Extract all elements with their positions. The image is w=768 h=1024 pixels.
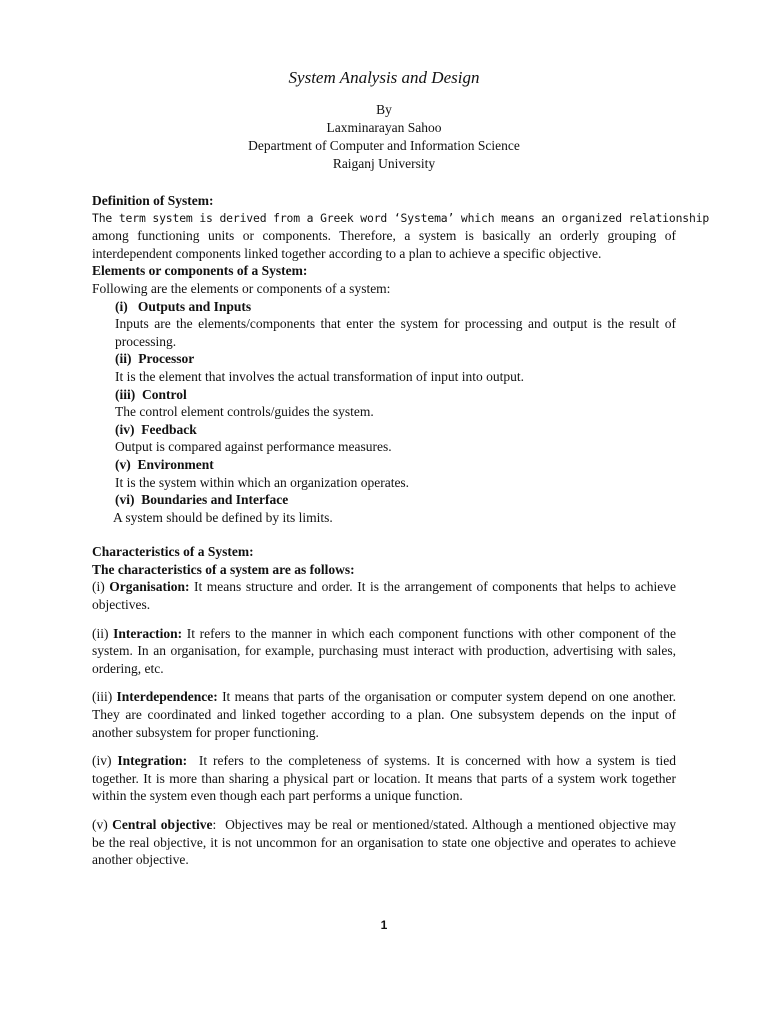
section-spacer: [92, 526, 676, 543]
element-description: Inputs are the elements/components that enter the system for processing and output is the result of processing.: [115, 316, 676, 349]
characteristic-item: [92, 578, 676, 613]
element-heading: (v) Environment: [115, 456, 214, 472]
elements-intro: Following are the elements or components of a system:: [92, 280, 391, 296]
page-number: 1: [380, 918, 388, 932]
characteristic-item: [92, 752, 676, 805]
list-item: [115, 350, 676, 385]
paragraph-spacer: [92, 805, 676, 816]
paragraph-spacer: [92, 741, 676, 752]
document-body: [92, 192, 710, 869]
characteristic-number: (ii): [92, 625, 114, 641]
element-description: A system should be defined by its limits.: [113, 509, 333, 525]
characteristic-item: [92, 816, 676, 869]
element-heading: (vi) Boundaries and Interface: [115, 492, 289, 508]
characteristic-number: (iii): [92, 689, 117, 705]
byline-university: Raiganj University: [332, 156, 436, 171]
list-item: [115, 456, 676, 491]
elements-heading: Elements or components of a System:: [92, 263, 308, 279]
characteristic-term: Organisation:: [109, 579, 190, 595]
characteristic-text: It refers to the manner in which each component functions with other component of the system. In an organisation, for example, purchasing must interact with production, advertising with sales, ordering, etc.: [92, 625, 676, 676]
element-description: Output is compared against performance measures.: [115, 439, 392, 455]
paragraph-spacer: [92, 614, 676, 625]
characteristic-number: (i): [92, 579, 110, 595]
element-description: The control element controls/guides the system.: [115, 404, 374, 420]
paragraph-spacer: [92, 677, 676, 688]
characteristic-item: [92, 625, 676, 678]
element-description: It is the system within which an organization operates.: [115, 474, 410, 490]
definition-heading: Definition of System:: [92, 193, 214, 208]
byline-department: Department of Computer and Information Science: [248, 138, 520, 153]
element-heading: (i) Outputs and Inputs: [115, 298, 252, 314]
document-title: System Analysis and Design: [288, 68, 480, 87]
elements-list: [115, 298, 676, 527]
characteristic-text: It means that parts of the organisation or computer system depend on one another. They are coordinated and linked together according to a plan. One subsystem depends on the input of another subsystem for proper functioning.: [92, 689, 676, 740]
list-item: [115, 491, 676, 526]
element-description: It is the element that involves the actual transformation of input into output.: [115, 368, 525, 384]
list-item: [115, 421, 676, 456]
characteristic-text: It means structure and order. It is the arrangement of components that helps to achieve objectives.: [92, 579, 676, 613]
characteristic-number: (iv): [92, 753, 118, 769]
list-item: [115, 298, 676, 351]
characteristics-subheading: The characteristics of a system are as follows:: [92, 561, 355, 577]
element-heading: (iii) Control: [115, 386, 187, 402]
characteristic-item: [92, 688, 676, 741]
characteristic-term: Integration:: [117, 753, 188, 769]
byline: [0, 101, 768, 173]
list-item: [115, 386, 676, 421]
characteristic-term: Central objective: [112, 817, 213, 832]
characteristic-text: It refers to the completeness of systems. It is concerned with how a system is tied together. It is more than sharing a physical part or location. It means that parts of a system work together within the system even though each part performs a unique function.: [92, 753, 676, 804]
element-heading: (ii) Processor: [115, 351, 195, 367]
characteristic-number: (v): [92, 817, 113, 832]
characteristic-term: Interaction:: [113, 625, 183, 641]
element-heading: (iv) Feedback: [115, 421, 197, 437]
definition-text: among functioning units or components. Therefore, a system is basically an orderly grouping of interdependent components linked together according to a plan to achieve a specific objective.: [92, 228, 676, 261]
byline-author: Laxminarayan Sahoo: [326, 120, 442, 135]
characteristics-heading: Characteristics of a System:: [92, 544, 254, 560]
characteristic-text: : Objectives may be real or mentioned/stated. Although a mentioned objective may be the real objective, it is not uncommon for an organisation to state one objective and operates to achieve another objective.: [92, 817, 676, 868]
byline-by: By: [376, 102, 392, 117]
characteristic-term: Interdependence:: [116, 689, 218, 705]
definition-line-1: The term system is derived from a Greek word ‘Systema’ which means an organized relationship: [92, 210, 710, 225]
